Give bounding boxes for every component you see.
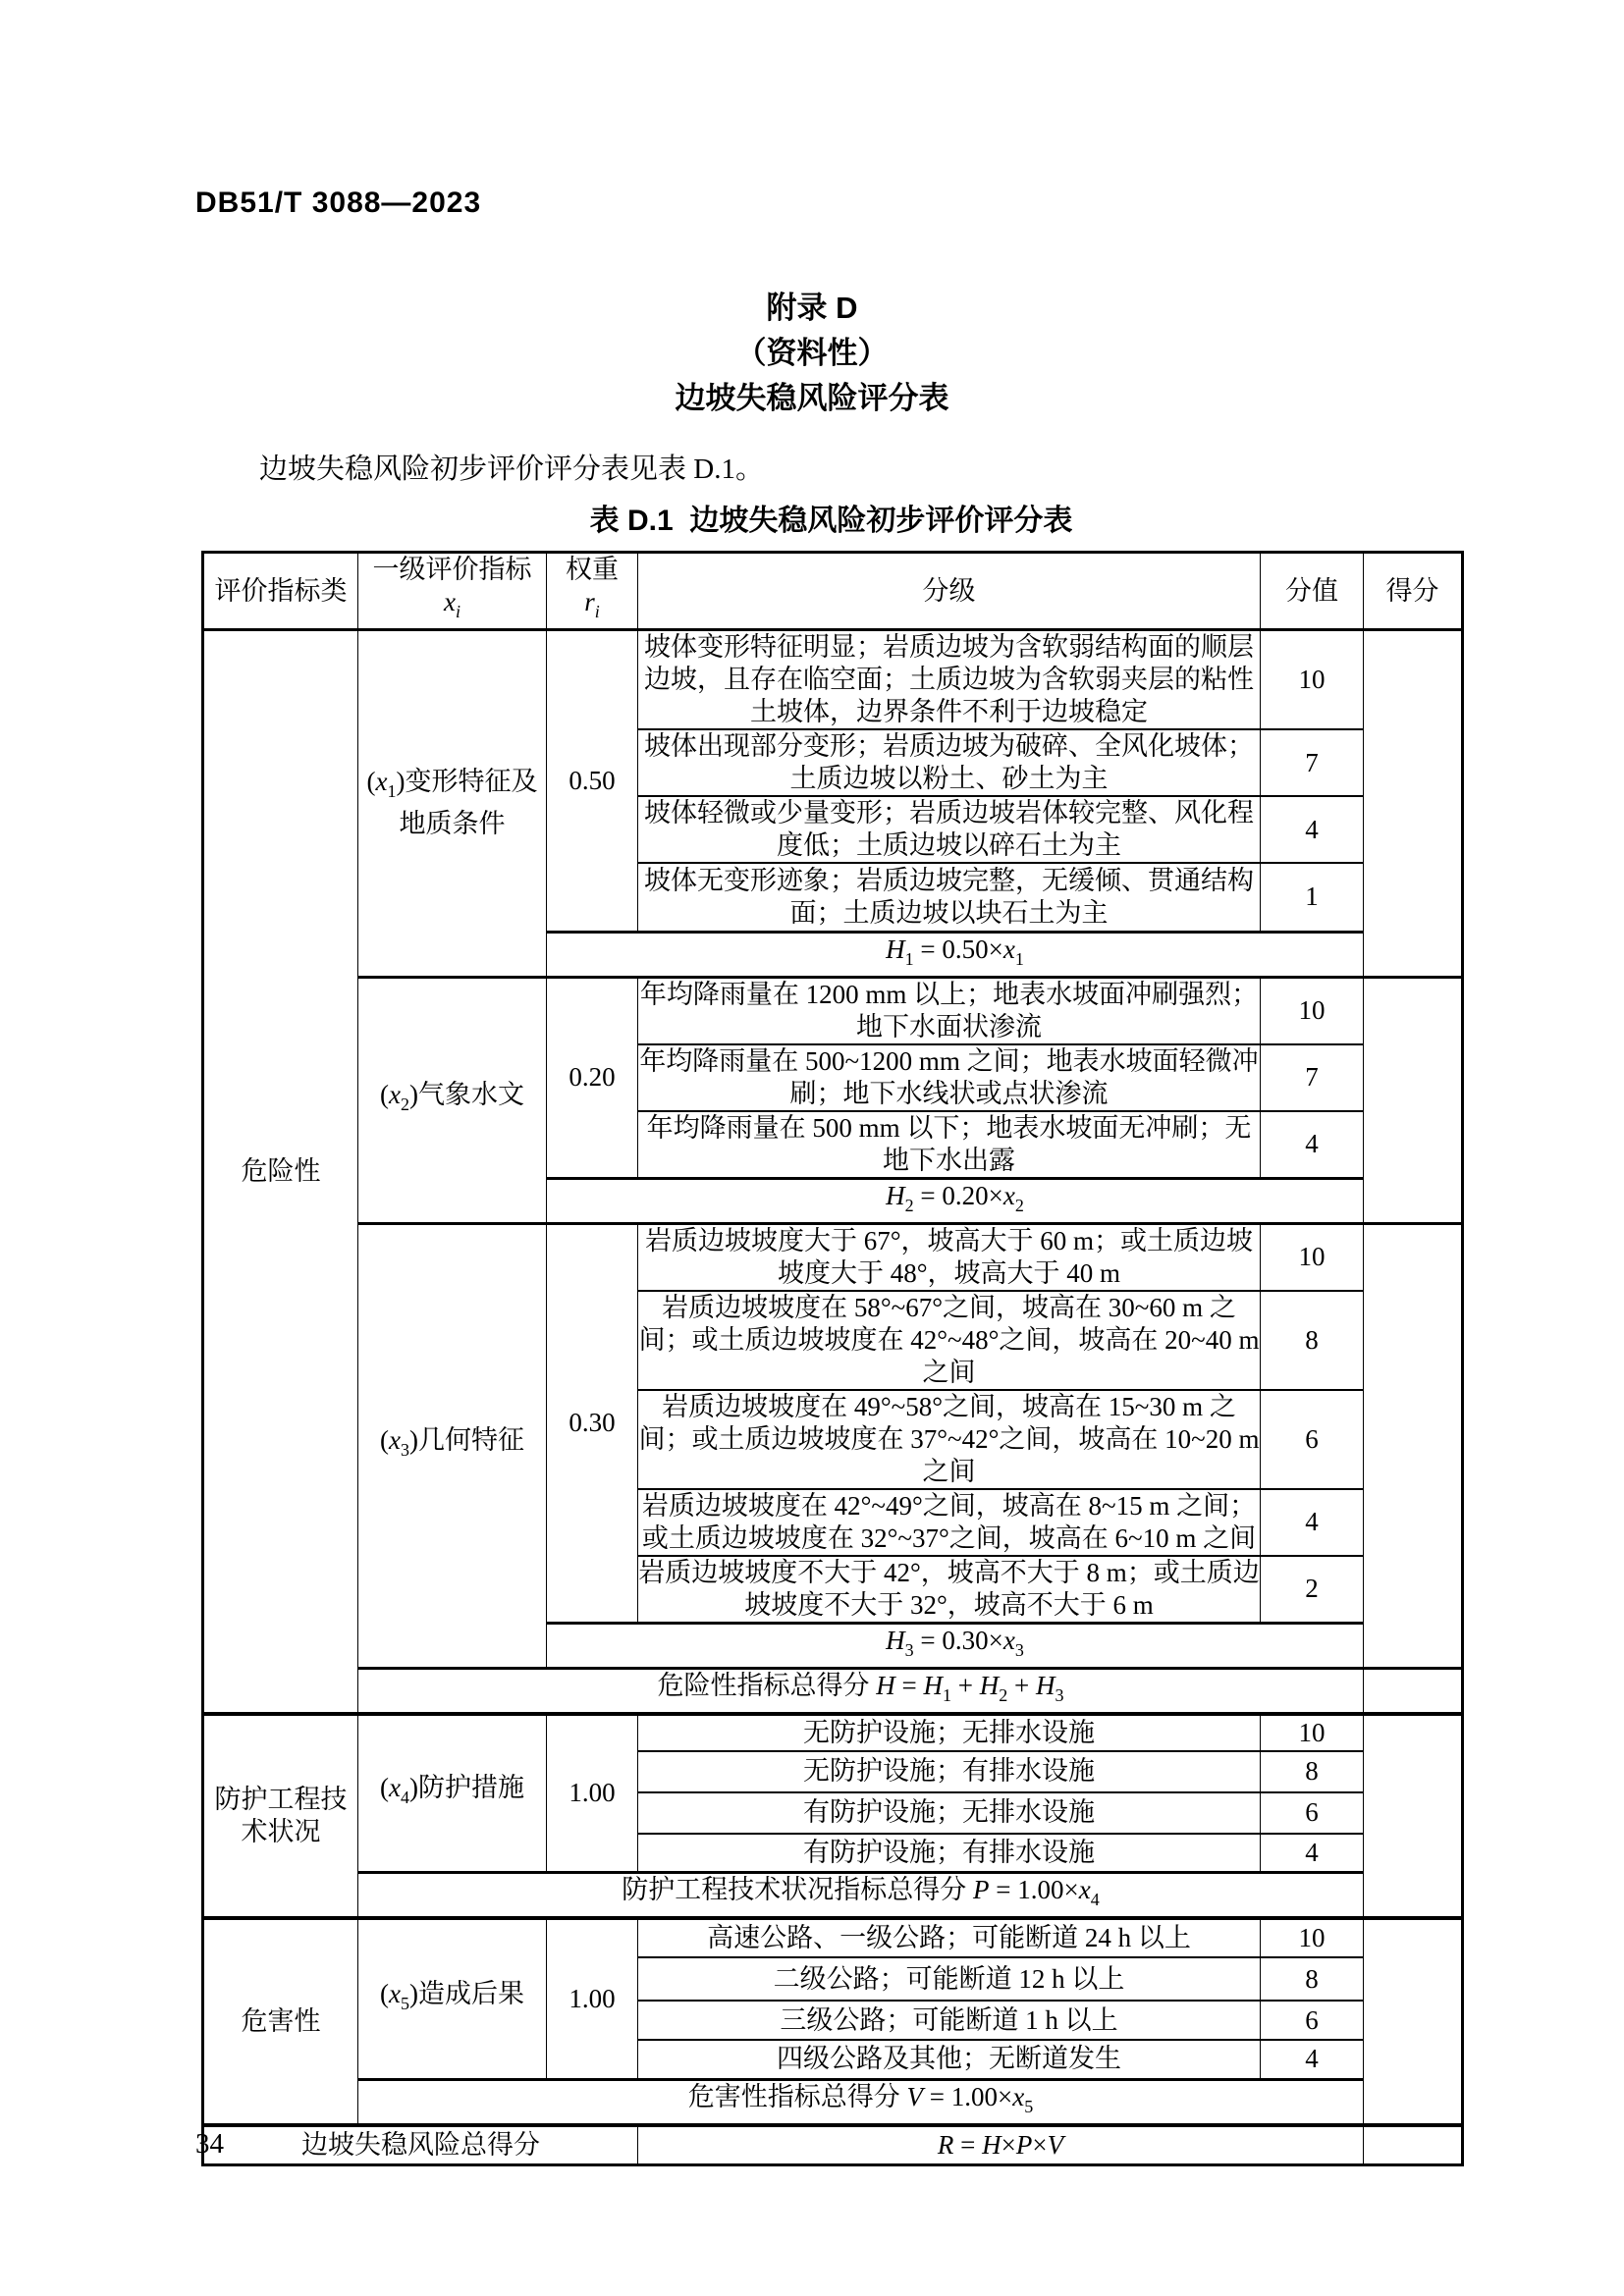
grading-cell: 坡体变形特征明显；岩质边坡为含软弱结构面的顺层边坡，且存在临空面；土质边坡为含软弱夹层的粘性土坡体，边界条件不利于边坡稳定 bbox=[638, 630, 1261, 730]
weight-x3: 0.30 bbox=[547, 1223, 638, 1623]
grading-cell: 高速公路、一级公路；可能断道 24 h 以上 bbox=[638, 1918, 1261, 1957]
grading-cell: 三级公路；可能断道 1 h 以上 bbox=[638, 2001, 1261, 2040]
header-weight bbox=[547, 553, 638, 630]
header-indicator bbox=[358, 553, 547, 630]
weight-x1: 0.50 bbox=[547, 630, 638, 933]
points-cell: 10 bbox=[1261, 1223, 1364, 1291]
points-cell: 4 bbox=[1261, 796, 1364, 863]
points-cell: 1 bbox=[1261, 863, 1364, 932]
grading-cell: 坡体轻微或少量变形；岩质边坡岩体较完整、风化程度低；土质边坡以碎石土为主 bbox=[638, 796, 1261, 863]
indicator-x3-label: $(x_3)$几何特征 bbox=[358, 1223, 547, 1668]
points-cell: 6 bbox=[1261, 1390, 1364, 1489]
grading-cell: 岩质边坡坡度在 42°~49°之间，坡高在 8~15 m 之间；或土质边坡坡度在 32°~37°之间，坡高在 6~10 m 之间 bbox=[638, 1489, 1261, 1556]
header-indicator-symbol: $x_i$ bbox=[444, 587, 460, 621]
category-protection: 防护工程技术状况 bbox=[203, 1714, 358, 1919]
header-weight-label: 权重 bbox=[566, 555, 619, 584]
grading-cell: 坡体出现部分变形；岩质边坡为破碎、全风化坡体；土质边坡以粉土、砂土为主 bbox=[638, 729, 1261, 796]
indicator-x4-label: $(x_4)$防护措施 bbox=[358, 1714, 547, 1873]
appendix-title: 附录 D bbox=[766, 291, 858, 325]
header-weight-symbol: $r_i$ bbox=[584, 587, 600, 621]
grading-cell: 四级公路及其他；无断道发生 bbox=[638, 2040, 1261, 2079]
weight-x4: 1.00 bbox=[547, 1714, 638, 1873]
appendix-name: 边坡失稳风险评分表 bbox=[675, 381, 949, 415]
indicator-x1-label: $(x_1)$变形特征及地质条件 bbox=[358, 630, 547, 978]
final-total-formula: R = H×P×V bbox=[638, 2125, 1364, 2165]
points-cell: 6 bbox=[1261, 2001, 1364, 2040]
danger-total-formula: 危险性指标总得分 $H = H_1 + H_2 + H_3$ bbox=[358, 1668, 1364, 1714]
points-cell: 2 bbox=[1261, 1556, 1364, 1624]
table-row bbox=[203, 977, 1463, 1044]
category-harm: 危害性 bbox=[203, 1918, 358, 2125]
page-number: 34 bbox=[195, 2128, 224, 2160]
points-cell: 4 bbox=[1261, 1489, 1364, 1556]
grading-cell: 岩质边坡坡度在 49°~58°之间，坡高在 15~30 m 之间；或土质边坡坡度在 37°~42°之间，坡高在 10~20 m 之间 bbox=[638, 1390, 1261, 1489]
grading-cell: 坡体无变形迹象；岩质边坡完整，无缓倾、贯通结构面；土质边坡以块石土为主 bbox=[638, 863, 1261, 932]
grading-cell: 年均降雨量在 1200 mm 以上；地表水坡面冲刷强烈；地下水面状渗流 bbox=[638, 977, 1261, 1044]
header-indicator-label: 一级评价指标 bbox=[372, 555, 532, 584]
section-total-row bbox=[203, 2079, 1463, 2125]
section-total-row bbox=[203, 1873, 1463, 1919]
grading-cell: 岩质边坡坡度不大于 42°，坡高不大于 8 m；或土质边坡坡度不大于 32°，坡高不大于 6 m bbox=[638, 1556, 1261, 1624]
section-total-row bbox=[203, 1668, 1463, 1714]
header-score: 得分 bbox=[1364, 553, 1463, 630]
points-cell: 8 bbox=[1261, 1957, 1364, 2001]
formula-h3: $H_3 = 0.30\times x_3$ bbox=[547, 1623, 1364, 1668]
points-cell: 10 bbox=[1261, 630, 1364, 730]
score-entry-cell bbox=[1364, 1714, 1463, 1919]
points-cell: 6 bbox=[1261, 1792, 1364, 1834]
header-category: 评价指标类 bbox=[203, 553, 358, 630]
points-cell: 4 bbox=[1261, 2040, 1364, 2079]
weight-x5: 1.00 bbox=[547, 1918, 638, 2079]
table-header-row bbox=[203, 553, 1463, 630]
score-entry-cell bbox=[1364, 1918, 1463, 2125]
points-cell: 10 bbox=[1261, 977, 1364, 1044]
indicator-x5-label: $(x_5)$造成后果 bbox=[358, 1918, 547, 2079]
grading-cell: 有防护设施；有排水设施 bbox=[638, 1834, 1261, 1873]
score-entry-cell bbox=[1364, 1668, 1463, 1714]
points-cell: 8 bbox=[1261, 1751, 1364, 1792]
points-cell: 4 bbox=[1261, 1834, 1364, 1873]
grading-cell: 年均降雨量在 500 mm 以下；地表水坡面无冲刷；无地下水出露 bbox=[638, 1111, 1261, 1179]
formula-h2: $H_2 = 0.20\times x_2$ bbox=[547, 1178, 1364, 1223]
appendix-title-block bbox=[0, 286, 1624, 421]
score-entry-cell bbox=[1364, 630, 1463, 978]
protection-total-formula: 防护工程技术状况指标总得分 $P = 1.00\times x_4$ bbox=[358, 1873, 1364, 1919]
appendix-type: （资料性） bbox=[735, 336, 889, 370]
points-cell: 10 bbox=[1261, 1714, 1364, 1751]
points-cell: 7 bbox=[1261, 1044, 1364, 1111]
grading-cell: 有防护设施；无排水设施 bbox=[638, 1792, 1261, 1834]
points-cell: 4 bbox=[1261, 1111, 1364, 1179]
standard-code: DB51/T 3088—2023 bbox=[195, 187, 482, 219]
table-row bbox=[203, 1223, 1463, 1291]
score-entry-cell bbox=[1364, 2125, 1463, 2165]
table-row bbox=[203, 1918, 1463, 1957]
formula-h1: $H_1 = 0.50\times x_1$ bbox=[547, 932, 1364, 977]
final-total-row bbox=[203, 2125, 1463, 2165]
final-total-label: 边坡失稳风险总得分 bbox=[203, 2125, 638, 2165]
points-cell: 7 bbox=[1261, 729, 1364, 796]
intro-paragraph: 边坡失稳风险初步评价评分表见表 D.1。 bbox=[259, 454, 764, 485]
category-danger: 危险性 bbox=[203, 630, 358, 1714]
header-grading: 分级 bbox=[638, 553, 1261, 630]
risk-scoring-table bbox=[201, 551, 1464, 2166]
points-cell: 8 bbox=[1261, 1291, 1364, 1390]
grading-cell: 年均降雨量在 500~1200 mm 之间；地表水坡面轻微冲刷；地下水线状或点状渗流 bbox=[638, 1044, 1261, 1111]
indicator-x2-label: $(x_2)$气象水文 bbox=[358, 977, 547, 1223]
grading-cell: 二级公路；可能断道 12 h 以上 bbox=[638, 1957, 1261, 2001]
table-row bbox=[203, 630, 1463, 730]
weight-x2: 0.20 bbox=[547, 977, 638, 1178]
table-row bbox=[203, 1714, 1463, 1751]
grading-cell: 无防护设施；无排水设施 bbox=[638, 1714, 1261, 1751]
grading-cell: 岩质边坡坡度在 58°~67°之间，坡高在 30~60 m 之间；或土质边坡坡度在 42°~48°之间，坡高在 20~40 m 之间 bbox=[638, 1291, 1261, 1390]
harm-total-formula: 危害性指标总得分 $V = 1.00\times x_5$ bbox=[358, 2079, 1364, 2125]
table-caption: 表 D.1 边坡失稳风险初步评价评分表 bbox=[589, 505, 1073, 537]
grading-cell: 岩质边坡坡度大于 67°，坡高大于 60 m；或土质边坡坡度大于 48°，坡高大于 40 m bbox=[638, 1223, 1261, 1291]
header-points: 分值 bbox=[1261, 553, 1364, 630]
grading-cell: 无防护设施；有排水设施 bbox=[638, 1751, 1261, 1792]
points-cell: 10 bbox=[1261, 1918, 1364, 1957]
score-entry-cell bbox=[1364, 977, 1463, 1223]
score-entry-cell bbox=[1364, 1223, 1463, 1668]
